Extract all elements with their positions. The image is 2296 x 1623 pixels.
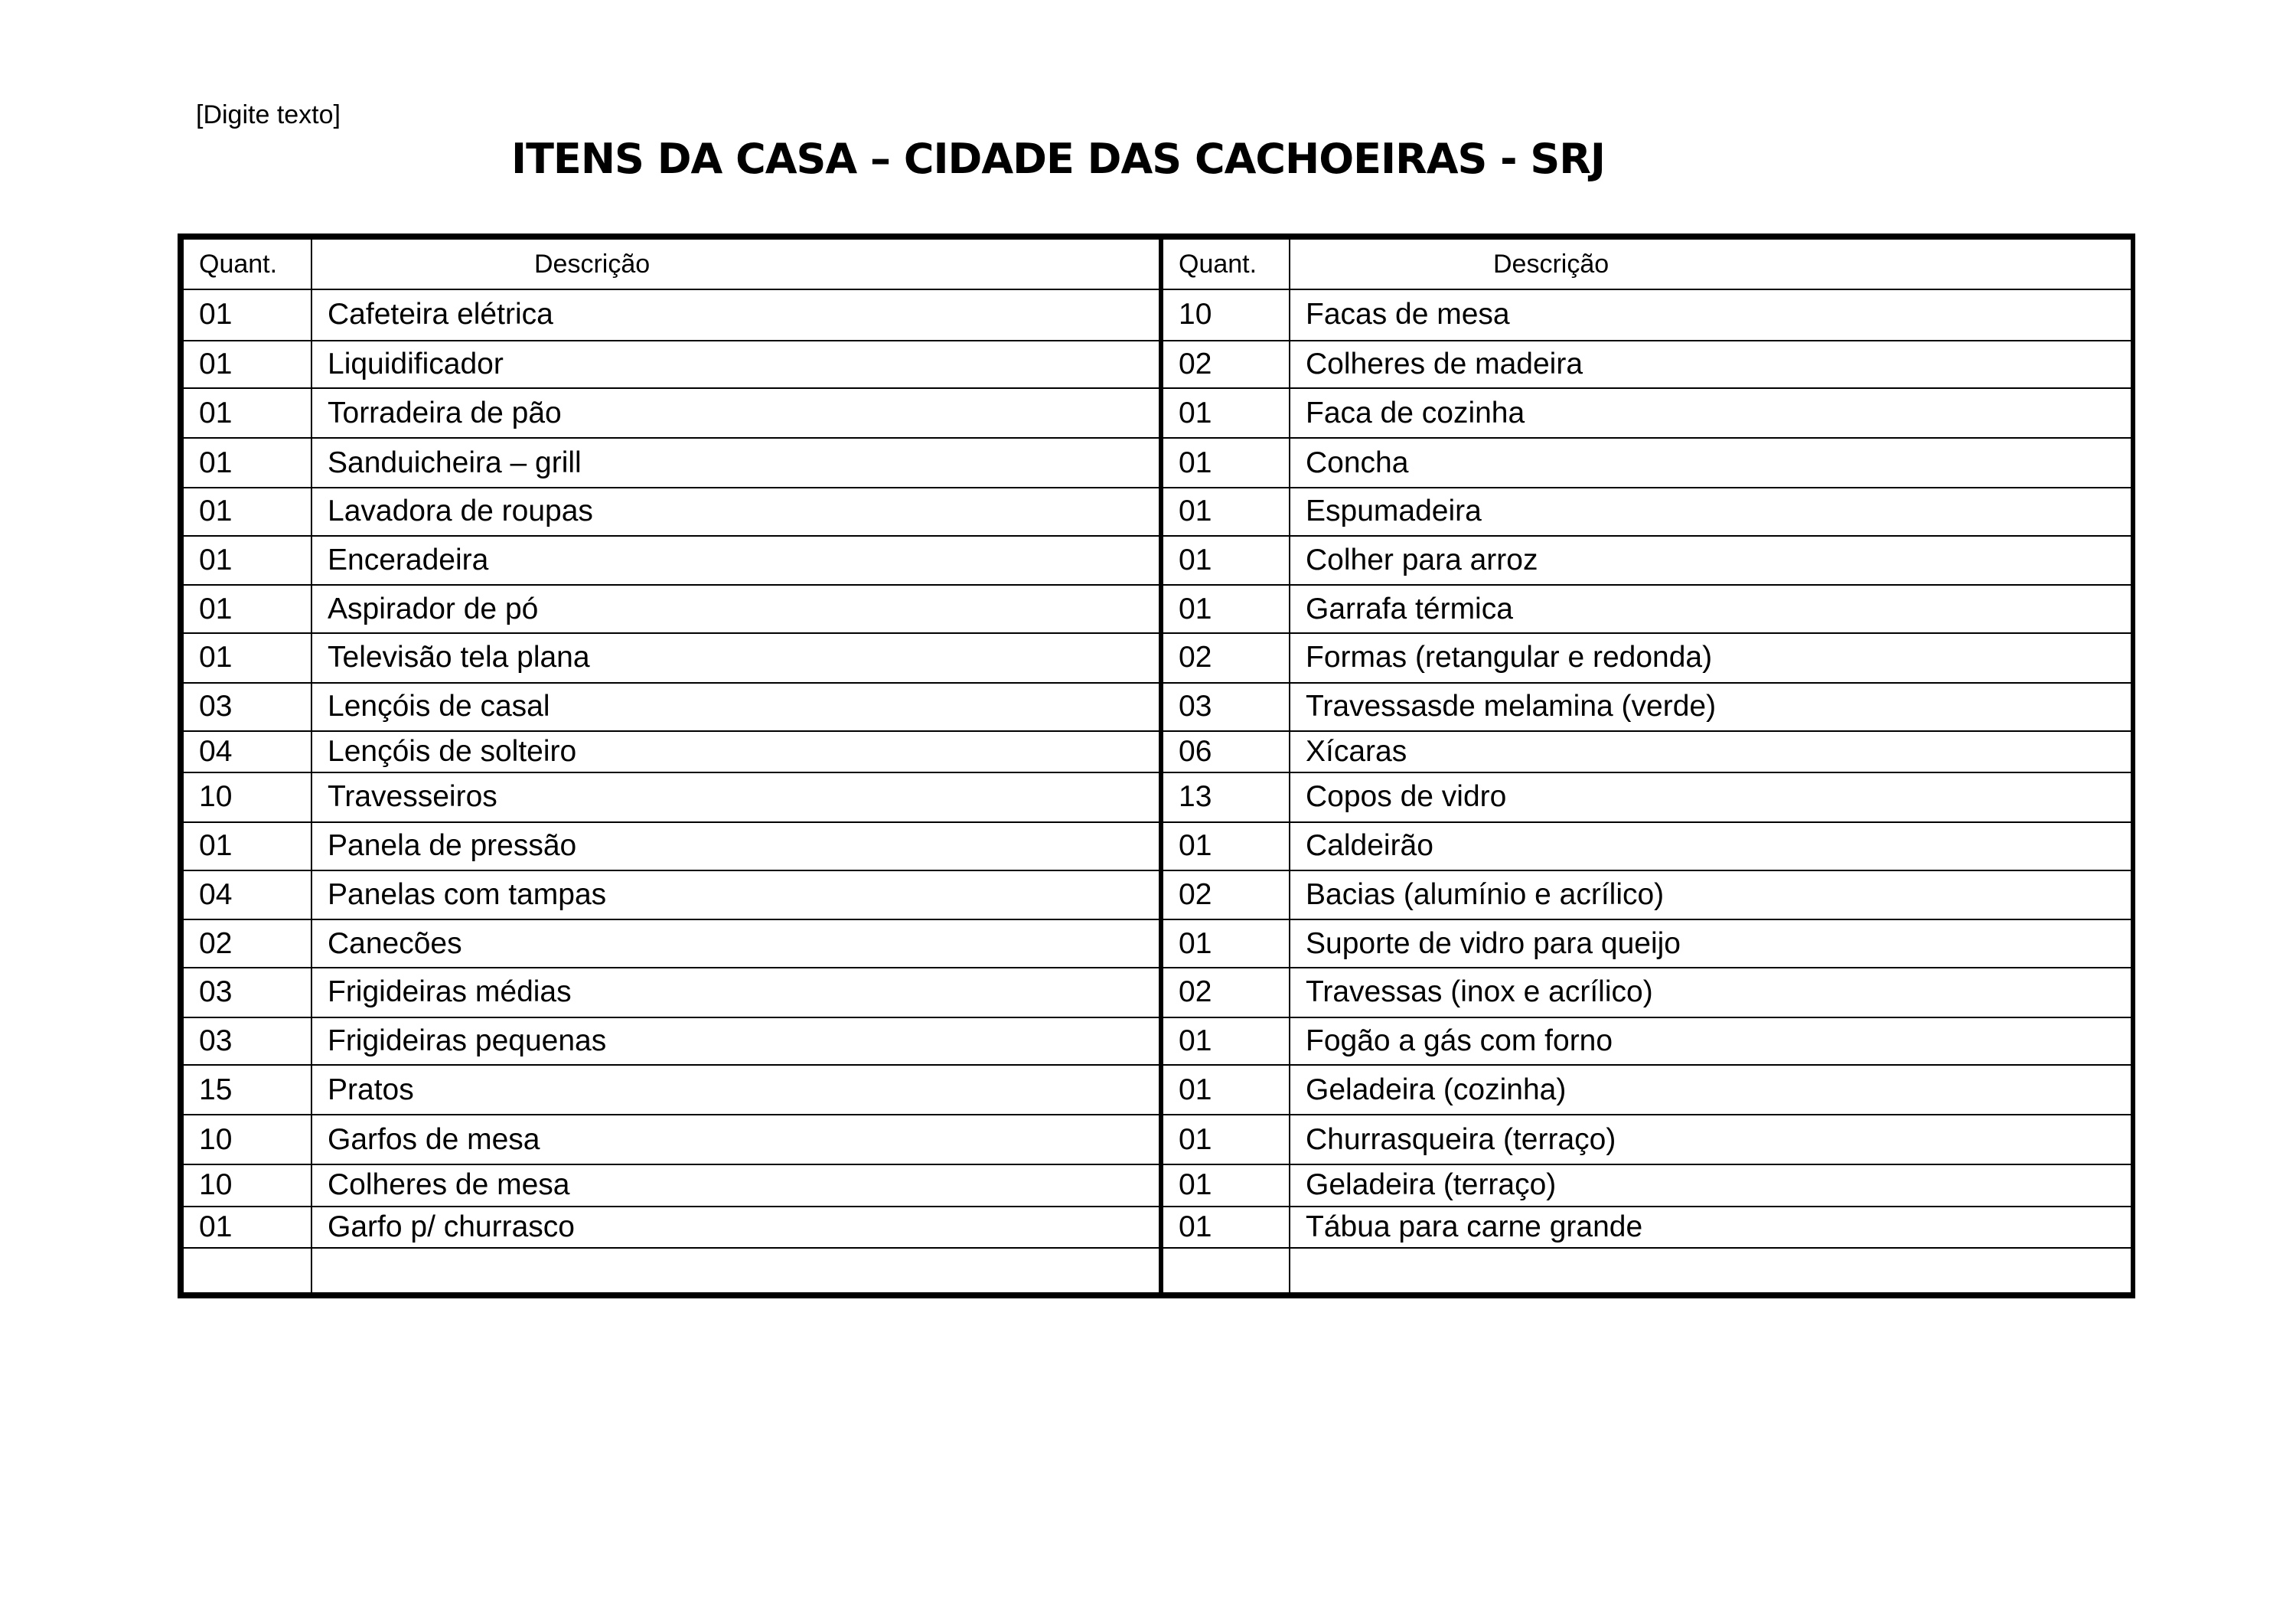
item-quantity-left: 01 (183, 633, 311, 683)
item-quantity-left: 15 (183, 1065, 311, 1115)
item-quantity-right: 10 (1161, 289, 1290, 341)
item-description-left: Garfos de mesa (311, 1115, 1161, 1164)
item-quantity-right: 13 (1161, 772, 1290, 822)
item-quantity-right: 01 (1161, 488, 1290, 536)
item-description-right: Colher para arroz (1290, 536, 2131, 586)
item-quantity-right: 01 (1161, 822, 1290, 870)
item-description-right: Garrafa térmica (1290, 585, 2131, 633)
item-description-right: Geladeira (terraço) (1290, 1164, 2131, 1207)
item-description-right: Travessasde melamina (verde) (1290, 683, 2131, 731)
item-quantity-right: 01 (1161, 438, 1290, 488)
table-row (183, 341, 2131, 389)
item-quantity-left: 10 (183, 1164, 311, 1207)
table-row (183, 1164, 2131, 1207)
table-body (183, 289, 2131, 1293)
table-row (183, 388, 2131, 438)
table-row (183, 968, 2131, 1017)
item-quantity-left: 01 (183, 341, 311, 389)
item-description-right: Travessas (inox e acrílico) (1290, 968, 2131, 1017)
item-quantity-left: 01 (183, 822, 311, 870)
item-description-left: Canecões (311, 919, 1161, 968)
item-quantity-right: 01 (1161, 1017, 1290, 1066)
table-header-row (183, 239, 2131, 289)
header-placeholder-text[interactable]: [Digite texto] (196, 100, 341, 129)
item-quantity-left: 03 (183, 968, 311, 1017)
item-description-left (311, 1248, 1161, 1293)
item-quantity-right: 02 (1161, 341, 1290, 389)
item-description-right: Faca de cozinha (1290, 388, 2131, 438)
item-quantity-right: 01 (1161, 585, 1290, 633)
document-title: ITENS DA CASA – CIDADE DAS CACHOEIRAS - SRJ (511, 135, 1605, 183)
item-quantity-left: 01 (183, 289, 311, 341)
item-quantity-right: 01 (1161, 1065, 1290, 1115)
item-quantity-left: 01 (183, 488, 311, 536)
table-row (183, 585, 2131, 633)
item-description-right: Formas (retangular e redonda) (1290, 633, 2131, 683)
item-quantity-right: 01 (1161, 1164, 1290, 1207)
item-quantity-right: 01 (1161, 388, 1290, 438)
item-description-left: Torradeira de pão (311, 388, 1161, 438)
item-description-left: Colheres de mesa (311, 1164, 1161, 1207)
item-quantity-right: 02 (1161, 870, 1290, 920)
item-description-left: Lençóis de solteiro (311, 731, 1161, 773)
column-header-quant-right: Quant. (1161, 239, 1290, 289)
item-quantity-right: 02 (1161, 633, 1290, 683)
item-description-left: Lençóis de casal (311, 683, 1161, 731)
item-description-right: Churrasqueira (terraço) (1290, 1115, 2131, 1164)
item-quantity-right: 06 (1161, 731, 1290, 773)
item-quantity-right: 03 (1161, 683, 1290, 731)
item-description-left: Frigideiras médias (311, 968, 1161, 1017)
item-description-right: Geladeira (cozinha) (1290, 1065, 2131, 1115)
item-quantity-left: 01 (183, 536, 311, 586)
table-row (183, 772, 2131, 822)
item-quantity-left: 02 (183, 919, 311, 968)
table-row (183, 1065, 2131, 1115)
item-description-left: Panela de pressão (311, 822, 1161, 870)
item-quantity-right: 01 (1161, 919, 1290, 968)
item-quantity-right: 02 (1161, 968, 1290, 1017)
item-description-right: Concha (1290, 438, 2131, 488)
item-quantity-right (1161, 1248, 1290, 1293)
item-description-right: Suporte de vidro para queijo (1290, 919, 2131, 968)
item-quantity-right: 01 (1161, 1207, 1290, 1249)
item-description-left: Liquidificador (311, 341, 1161, 389)
item-description-right: Caldeirão (1290, 822, 2131, 870)
table-row (183, 488, 2131, 536)
item-quantity-left: 03 (183, 1017, 311, 1066)
table-row (183, 1115, 2131, 1164)
column-header-description-left: Descrição (311, 239, 1161, 289)
item-description-right (1290, 1248, 2131, 1293)
column-header-quant-left: Quant. (183, 239, 311, 289)
item-quantity-left (183, 1248, 311, 1293)
item-quantity-right: 01 (1161, 1115, 1290, 1164)
item-description-right: Xícaras (1290, 731, 2131, 773)
item-quantity-left: 04 (183, 870, 311, 920)
item-description-left: Televisão tela plana (311, 633, 1161, 683)
item-quantity-left: 10 (183, 1115, 311, 1164)
item-description-left: Frigideiras pequenas (311, 1017, 1161, 1066)
table-row (183, 633, 2131, 683)
item-description-right: Copos de vidro (1290, 772, 2131, 822)
item-quantity-right: 01 (1161, 536, 1290, 586)
item-quantity-left: 01 (183, 388, 311, 438)
item-description-right: Tábua para carne grande (1290, 1207, 2131, 1249)
table-row (183, 536, 2131, 586)
item-quantity-left: 01 (183, 438, 311, 488)
item-description-left: Cafeteira elétrica (311, 289, 1161, 341)
table-row (183, 1248, 2131, 1293)
item-quantity-left: 01 (183, 585, 311, 633)
item-description-left: Travesseiros (311, 772, 1161, 822)
inventory-table (182, 238, 2132, 1294)
item-description-left: Enceradeira (311, 536, 1161, 586)
table-row (183, 438, 2131, 488)
item-description-left: Sanduicheira – grill (311, 438, 1161, 488)
table-row (183, 919, 2131, 968)
item-description-left: Garfo p/ churrasco (311, 1207, 1161, 1249)
table-row (183, 1207, 2131, 1249)
item-quantity-left: 01 (183, 1207, 311, 1249)
table-row (183, 1017, 2131, 1066)
item-quantity-left: 04 (183, 731, 311, 773)
table-row (183, 731, 2131, 773)
table-row (183, 289, 2131, 341)
column-header-description-right: Descrição (1290, 239, 2131, 289)
item-description-left: Panelas com tampas (311, 870, 1161, 920)
item-quantity-left: 03 (183, 683, 311, 731)
item-description-left: Lavadora de roupas (311, 488, 1161, 536)
item-quantity-left: 10 (183, 772, 311, 822)
table-row (183, 683, 2131, 731)
table-row (183, 822, 2131, 870)
item-description-right: Facas de mesa (1290, 289, 2131, 341)
table-row (183, 870, 2131, 920)
item-description-right: Colheres de madeira (1290, 341, 2131, 389)
item-description-right: Espumadeira (1290, 488, 2131, 536)
inventory-table-frame (178, 233, 2135, 1298)
item-description-right: Fogão a gás com forno (1290, 1017, 2131, 1066)
item-description-left: Pratos (311, 1065, 1161, 1115)
item-description-right: Bacias (alumínio e acrílico) (1290, 870, 2131, 920)
item-description-left: Aspirador de pó (311, 585, 1161, 633)
